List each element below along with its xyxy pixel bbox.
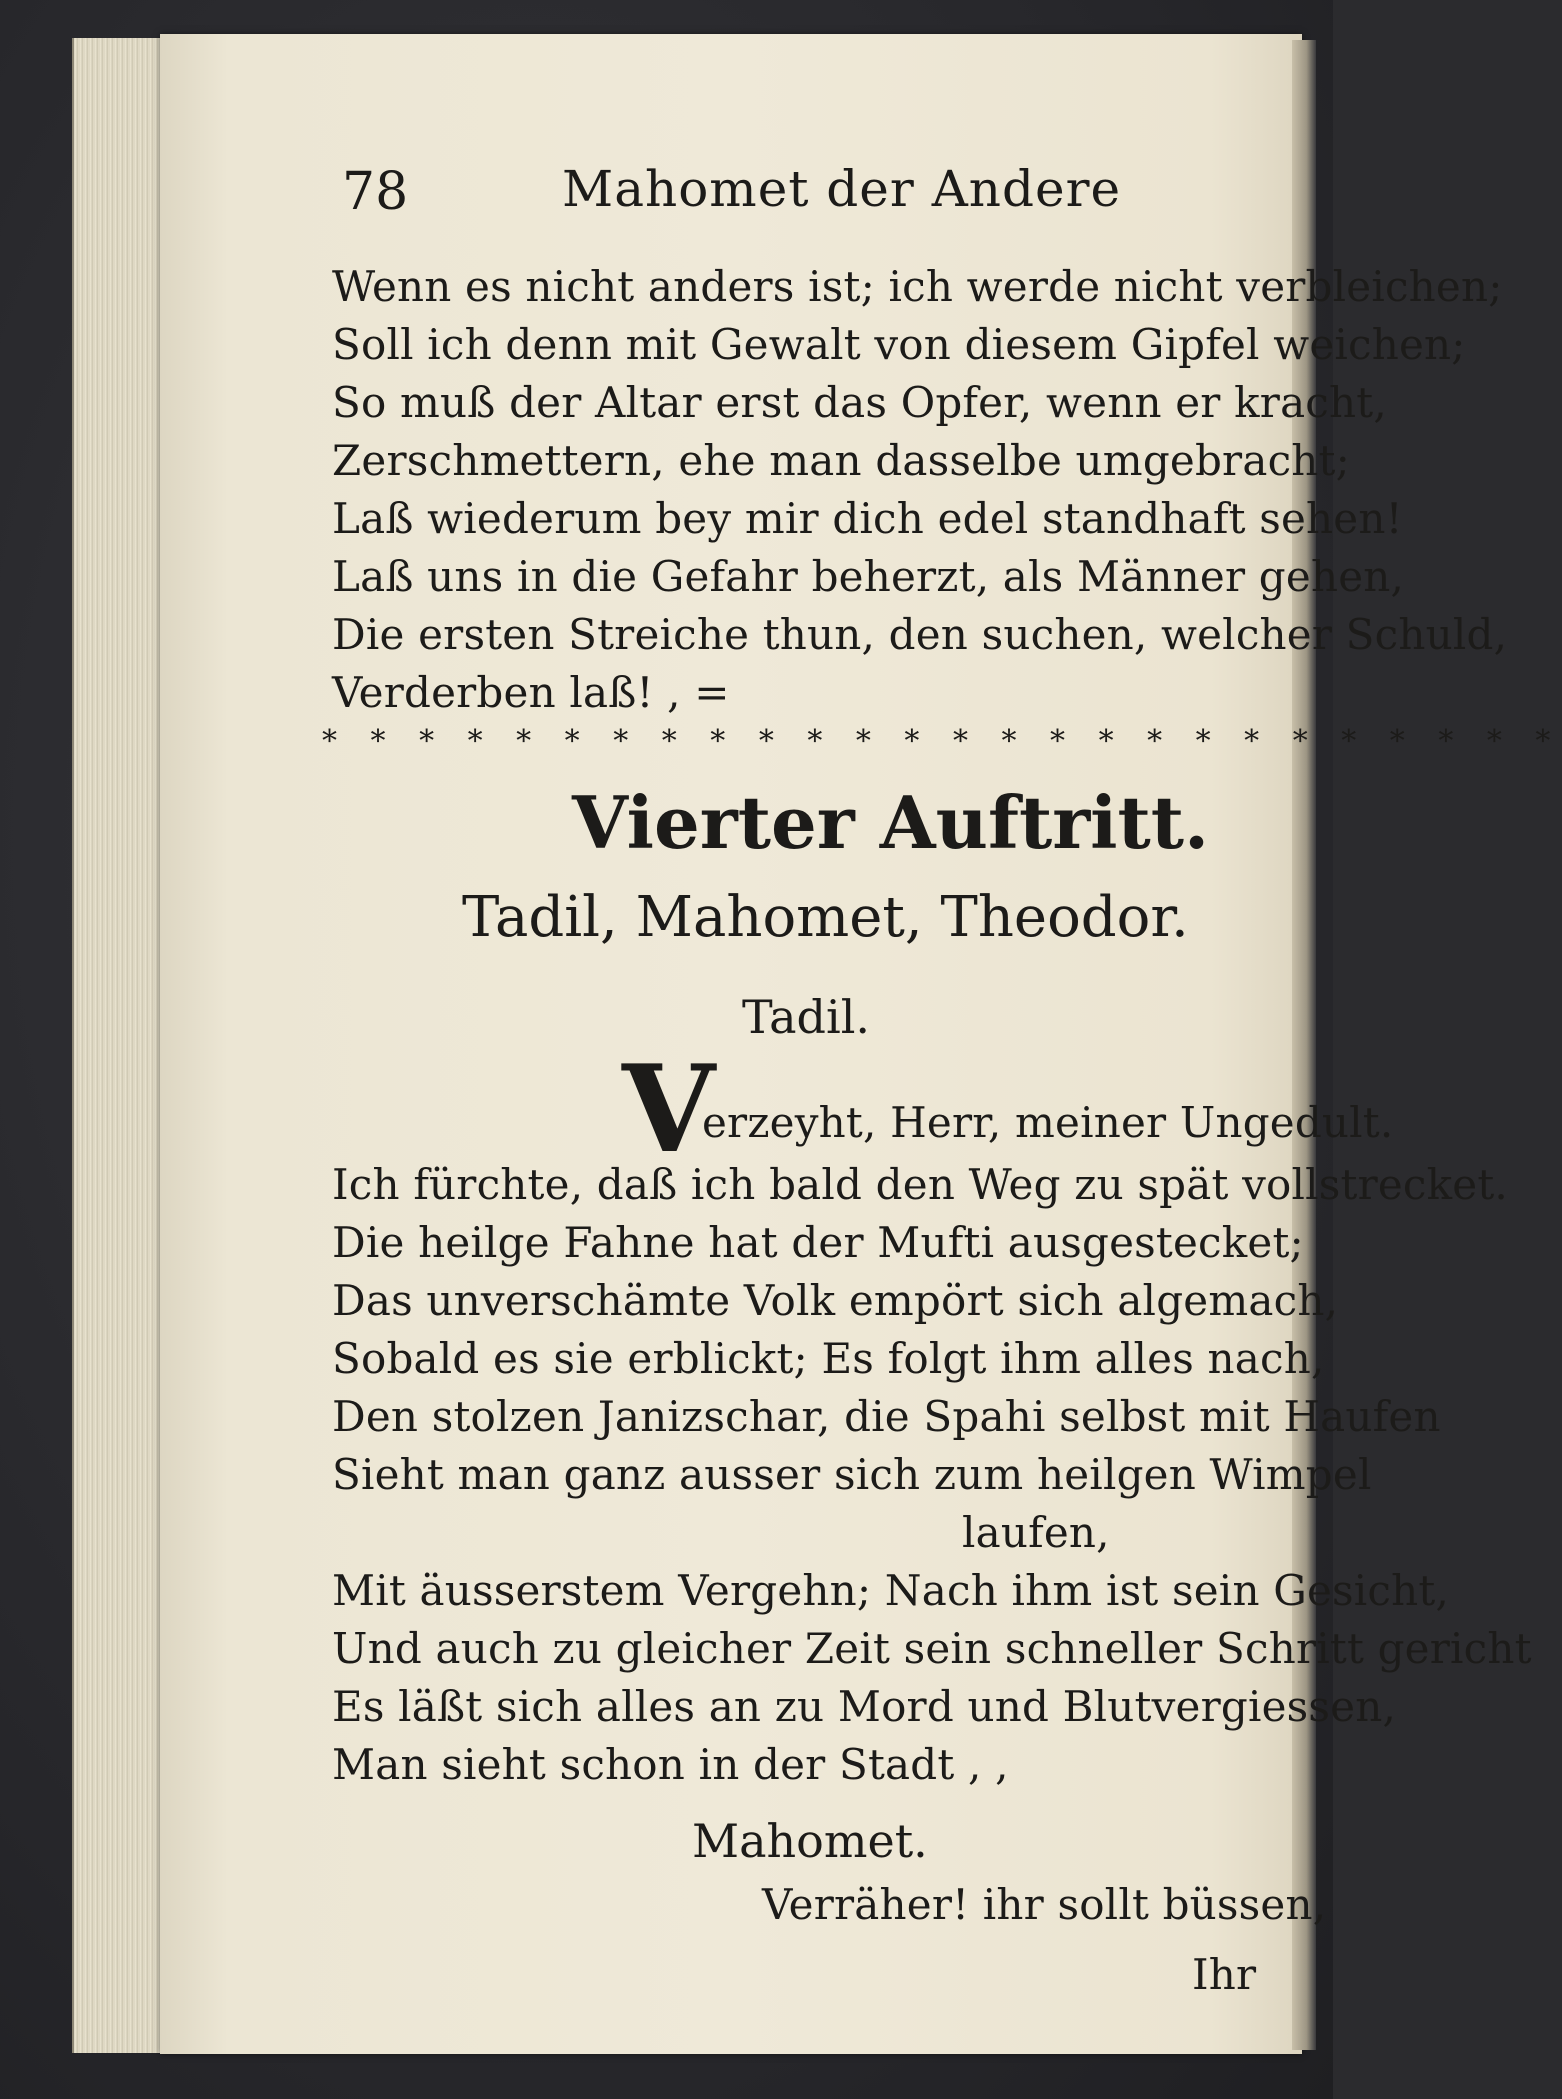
asterisk-divider: * * * * * * * * * * * * * * * * * * * * * * * * * *	[322, 724, 1562, 759]
verse-line: Und auch zu gleicher Zeit sein schneller Schritt gericht	[332, 1624, 1532, 1673]
verse-line: Das unverschämte Volk empört sich algemach,	[332, 1276, 1339, 1325]
verse-line: Mit äusserstem Vergehn; Nach ihm ist sein Gesicht,	[332, 1566, 1450, 1615]
verse-line: Laß wiederum bey mir dich edel standhaft sehen!	[332, 494, 1403, 543]
verse-line: Sobald es sie erblickt; Es folgt ihm alles nach,	[332, 1334, 1325, 1383]
speaker-name: Mahomet.	[692, 1814, 928, 1868]
verse-runover: laufen,	[962, 1508, 1110, 1557]
scene-title: Vierter Auftritt.	[572, 780, 1210, 865]
speaker-name: Tadil.	[742, 990, 871, 1044]
verse-line: Die ersten Streiche thun, den suchen, welcher Schuld,	[332, 610, 1508, 659]
verse-line: Zerschmettern, ehe man dasselbe umgebracht;	[332, 436, 1350, 485]
verse-line: Sieht man ganz ausser sich zum heilgen Wimpel	[332, 1450, 1372, 1499]
verse-line: Es läßt sich alles an zu Mord und Blutvergiessen,	[332, 1682, 1397, 1731]
verse-line: erzeyht, Herr, meiner Ungedult.	[702, 1098, 1394, 1147]
verse-line: Ich fürchte, daß ich bald den Weg zu spät vollstrecket.	[332, 1160, 1508, 1209]
verse-line: Verräher! ihr sollt büssen,	[762, 1880, 1327, 1929]
verse-line: Den stolzen Janizschar, die Spahi selbst mit Haufen	[332, 1392, 1441, 1441]
drop-capital: V	[622, 1039, 716, 1180]
page-number: 78	[342, 162, 409, 222]
verse-line: So muß der Altar erst das Opfer, wenn er kracht,	[332, 378, 1387, 427]
running-title: Mahomet der Andere	[562, 160, 1122, 218]
catchword: Ihr	[1192, 1950, 1257, 1999]
verse-line: Wenn es nicht anders ist; ich werde nicht verbleichen;	[332, 262, 1503, 311]
cast-list: Tadil, Mahomet, Theodor.	[462, 885, 1189, 950]
verse-line: Soll ich denn mit Gewalt von diesem Gipfel weichen;	[332, 320, 1466, 369]
verse-line: Die heilge Fahne hat der Mufti ausgestecket;	[332, 1218, 1304, 1267]
page-block-edges	[72, 38, 169, 2053]
verse-line: Verderben laß! , =	[332, 668, 730, 717]
verse-line: Man sieht schon in der Stadt , ,	[332, 1740, 1009, 1789]
verse-line: Laß uns in die Gefahr beherzt, als Männer gehen,	[332, 552, 1405, 601]
